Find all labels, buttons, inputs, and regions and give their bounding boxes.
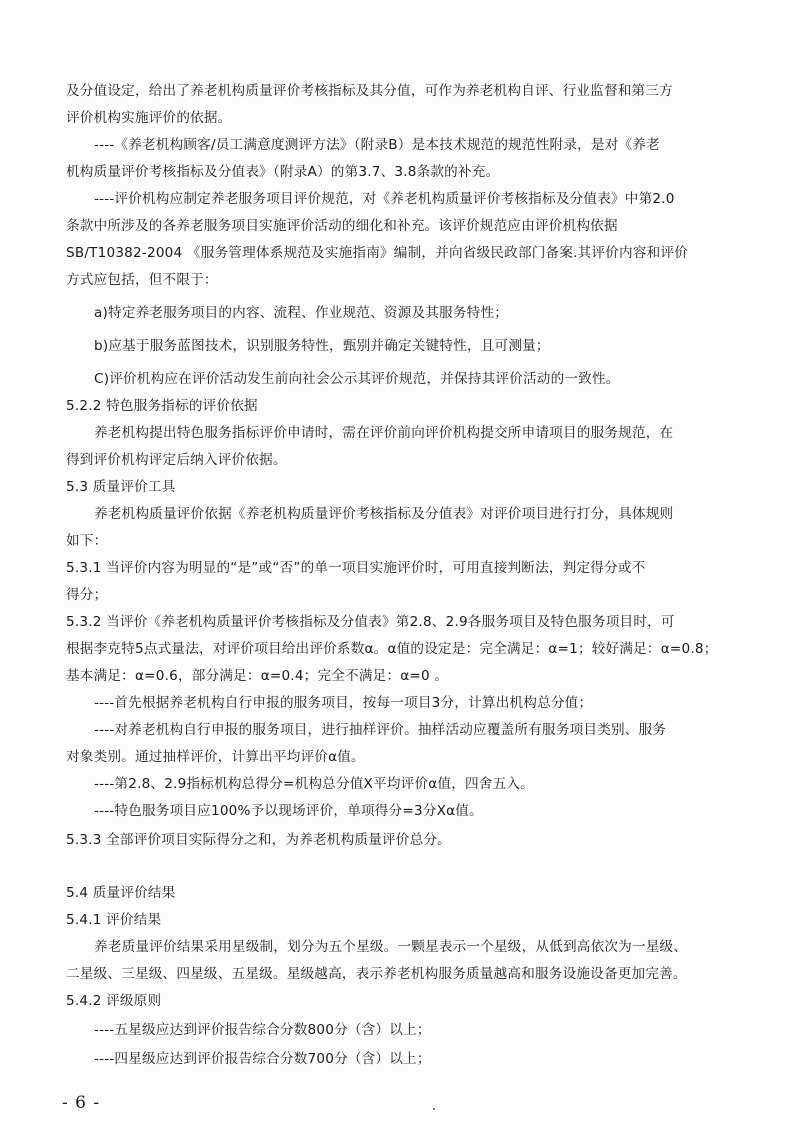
body-text-line: 养老质量评价结果采用星级制，划分为五个星级。一颗星表示一个星级，从低到高依次为一星级、 [94, 939, 688, 955]
list-item: a)特定养老服务项目的内容、流程、作业规范、资源及其服务特性； [94, 305, 509, 321]
body-text-line: 评价机构实施评价的依据。 [66, 110, 232, 126]
clause-text: 5.3.1 当评价内容为明显的“是”或“否”的单一项目实施评价时，可用直接判断法，判定得分或不 [66, 560, 646, 576]
body-text-line: ----首先根据养老机构自行申报的服务项目，按每一项目3分，计算出机构总分值； [94, 695, 593, 711]
section-heading: 5.4.2 评级原则 [66, 993, 162, 1009]
page-number: - 6 - [62, 1093, 101, 1113]
body-text-line: ----四星级应达到评价报告综合分数700分（含）以上； [94, 1051, 431, 1067]
body-text-line: 根据李克特5点式量法，对评价项目给出评价系数α。α值的设定是：完全满足：α=1；较好满足：α=0.8； [66, 641, 718, 657]
body-text-line: 基本满足：α=0.6，部分满足：α=0.4；完全不满足：α=0 。 [66, 668, 449, 684]
list-item: b)应基于服务蓝图技术，识别服务特性，甄别并确定关键特性，且可测量； [94, 338, 550, 354]
section-heading: 5.2.2 特色服务指标的评价依据 [66, 398, 258, 414]
body-text-line: 对象类别。通过抽样评价，计算出平均评价α值。 [66, 749, 365, 765]
body-text-line: 机构质量评价考核指标及分值表》（附录A）的第3.7、3.8条款的补充。 [66, 164, 500, 180]
section-heading: 5.4 质量评价结果 [66, 885, 176, 901]
body-text-line: 及分值设定，给出了养老机构质量评价考核指标及其分值，可作为养老机构自评、行业监督和第三方 [66, 83, 673, 99]
clause-text: 5.3.2 当评价《养老机构质量评价考核指标及分值表》第2.8、2.9各服务项目及特色服务项目时，可 [66, 614, 675, 630]
clause-text: 5.3.3 全部评价项目实际得分之和，为养老机构质量评价总分。 [66, 832, 451, 848]
body-text-line: ----对养老机构自行申报的服务项目，进行抽样评价。抽样活动应覆盖所有服务项目类别、服务 [94, 722, 667, 738]
body-text-line: 二星级、三星级、四星级、五星级。星级越高，表示养老机构服务质量越高和服务设施设备更加完善。 [66, 966, 687, 982]
body-text-line: ----第2.8、2.9指标机构总得分=机构总分值X平均评价α值，四舍五入。 [94, 776, 534, 792]
body-text-line: 条款中所涉及的各养老服务项目实施评价活动的细化和补充。该评价规范应由评价机构依据 [66, 218, 618, 234]
body-text-line: ----五星级应达到评价报告综合分数800分（含）以上； [94, 1022, 431, 1038]
body-text-line: SB/T10382-2004 《服务管理体系规范及实施指南》编制，并向省级民政部门备案.其评价内容和评价 [66, 245, 688, 261]
body-text-line: 养老机构质量评价依据《养老机构质量评价考核指标及分值表》对评价项目进行打分，具体规则 [94, 506, 674, 522]
body-text-line: 得分； [66, 587, 108, 603]
body-text-line: 如下： [66, 533, 108, 549]
body-text-line: 得到评价机构评定后纳入评价依据。 [66, 452, 287, 468]
body-text-line: 方式应包括，但不限于： [66, 272, 218, 288]
list-item: C)评价机构应在评价活动发生前向社会公示其评价规范，并保持其评价活动的一致性。 [94, 371, 620, 387]
body-text-line: 养老机构提出特色服务指标评价申请时，需在评价前向评价机构提交所申请项目的服务规范，在 [94, 425, 674, 441]
body-text-line: ----《养老机构顾客/员工满意度测评方法》（附录B）是本技术规范的规范性附录，是对《养老 [94, 137, 660, 153]
section-heading: 5.3 质量评价工具 [66, 479, 176, 495]
section-heading: 5.4.1 评价结果 [66, 912, 162, 928]
scan-artifact [433, 1108, 435, 1110]
body-text-line: ----特色服务项目应100%予以现场评价，单项得分=3分Xα值。 [94, 803, 483, 819]
body-text-line: ----评价机构应制定养老服务项目评价规范，对《养老机构质量评价考核指标及分值表》中第2.0 [94, 191, 675, 207]
